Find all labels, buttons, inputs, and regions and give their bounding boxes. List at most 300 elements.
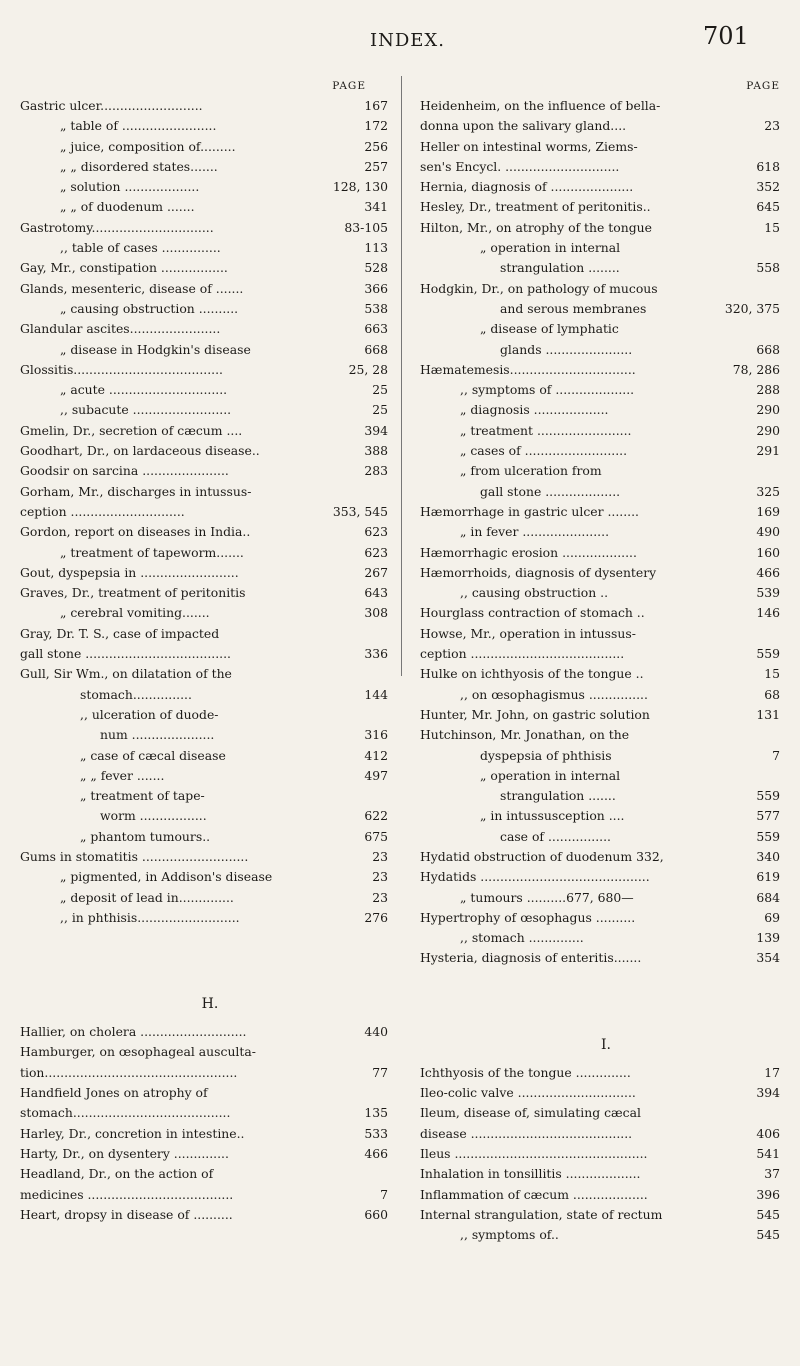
index-entry (420, 258, 792, 278)
entry-text: „ „ fever ....... (80, 767, 165, 783)
index-entry (420, 603, 792, 623)
page-column-label: PAGE (332, 80, 366, 92)
entry-page-ref: 7 (772, 747, 780, 763)
entry-text: Hernia, diagnosis of ..................... (420, 179, 634, 195)
entry-text: Gorham, Mr., discharges in intussus- (20, 483, 252, 499)
index-entry (20, 360, 400, 380)
index-list-h-cont (420, 96, 792, 969)
entry-text: Glandular ascites....................... (20, 321, 221, 337)
entry-page-ref: 559 (756, 646, 780, 662)
entry-page-ref: 618 (756, 158, 780, 174)
index-entry (20, 238, 400, 258)
column-divider (401, 76, 402, 676)
entry-text: „ „ disordered states....... (60, 158, 218, 174)
entry-text: „ treatment ........................ (460, 422, 632, 438)
entry-page-ref: 623 (364, 524, 388, 540)
entry-text: Gordon, report on diseases in India.. (20, 524, 251, 540)
entry-text: Gay, Mr., constipation ................. (20, 260, 228, 276)
entry-page-ref: 325 (756, 483, 780, 499)
page-header (0, 22, 800, 62)
entry-text: Gmelin, Dr., secretion of cæcum .... (20, 422, 243, 438)
entry-text: ,, subacute ......................... (60, 402, 232, 418)
entry-text: Gums in stomatitis ........................... (20, 848, 249, 864)
entry-page-ref: 684 (756, 889, 780, 905)
entry-text: worm ................. (100, 808, 207, 824)
index-entry (420, 1164, 792, 1184)
index-entry (20, 847, 400, 867)
entry-text: Howse, Mr., operation in intussus- (420, 625, 636, 641)
entry-text: Harley, Dr., concretion in intestine.. (20, 1125, 245, 1141)
entry-text: „ cases of .......................... (460, 443, 628, 459)
index-entry (420, 1185, 792, 1205)
entry-text: Heidenheim, on the influence of bella- (420, 98, 661, 113)
entry-text: Hilton, Mr., on atrophy of the tongue (420, 219, 652, 235)
entry-text: „ diagnosis ................... (460, 402, 609, 418)
entry-text: Hourglass contraction of stomach .. (420, 605, 645, 621)
index-entry (420, 563, 792, 583)
index-entry (20, 1022, 400, 1042)
entry-text: glands ...................... (500, 341, 633, 357)
index-entry (20, 400, 400, 420)
entry-text: „ tumours ..........677, 680— (460, 889, 634, 905)
entry-text: Hysteria, diagnosis of enteritis....... (420, 950, 642, 966)
entry-text: Gastrotomy............................... (20, 219, 214, 235)
index-entry (420, 705, 792, 725)
index-entry (420, 746, 792, 766)
index-entry (420, 806, 792, 826)
entry-text: dyspepsia of phthisis (480, 747, 612, 763)
entry-page-ref: 545 (756, 1206, 780, 1222)
index-entry (420, 197, 792, 217)
entry-text: Ichthyosis of the tongue .............. (420, 1064, 631, 1080)
index-entry (420, 786, 792, 806)
entry-page-ref: 23 (764, 118, 780, 134)
index-entry (420, 116, 792, 136)
index-entry (420, 96, 792, 116)
entry-page-ref: 354 (756, 950, 780, 966)
entry-text: Glossitis...................................... (20, 361, 223, 377)
entry-page-ref: 353, 545 (332, 503, 388, 519)
index-entry (420, 238, 792, 258)
entry-text: Goodhart, Dr., on lardaceous disease.. (20, 443, 260, 459)
entry-page-ref: 169 (756, 503, 780, 519)
index-entry (20, 96, 400, 116)
index-entry (420, 461, 792, 481)
entry-page-ref: 172 (364, 118, 388, 134)
index-entry (20, 1124, 400, 1144)
entry-text: „ phantom tumours.. (80, 828, 211, 844)
index-entry (20, 664, 400, 684)
page-number: 701 (703, 22, 749, 50)
index-entry (20, 806, 400, 826)
index-entry (420, 157, 792, 177)
entry-page-ref: 167 (364, 98, 388, 113)
entry-text: „ case of cæcal disease (80, 747, 226, 763)
entry-page-ref: 131 (756, 706, 780, 722)
entry-text: stomach............... (80, 686, 192, 702)
entry-text: Internal strangulation, state of rectum (420, 1206, 663, 1222)
entry-text: Gray, Dr. T. S., case of impacted (20, 625, 220, 641)
entry-page-ref: 17 (764, 1064, 780, 1080)
entry-text: ,, in phthisis.......................... (60, 909, 240, 925)
entry-page-ref: 622 (364, 808, 388, 824)
entry-page-ref: 412 (364, 747, 388, 763)
entry-text: Hydatid obstruction of duodenum 332, (420, 848, 664, 864)
index-entry (420, 1103, 792, 1123)
index-entry (420, 441, 792, 461)
entry-text: donna upon the salivary gland.... (420, 118, 627, 134)
entry-text: „ causing obstruction .......... (60, 300, 239, 316)
index-entry (20, 1185, 400, 1205)
index-entry (420, 400, 792, 420)
index-entry (420, 137, 792, 157)
index-entry (20, 624, 400, 644)
entry-page-ref: 394 (756, 1085, 780, 1101)
entry-text: Gull, Sir Wm., on dilatation of the (20, 666, 232, 682)
index-entry (20, 1063, 400, 1083)
entry-text: Hydatids ........................................... (420, 869, 650, 885)
entry-text: disease ......................................... (420, 1125, 633, 1141)
index-entry (420, 867, 792, 887)
entry-page-ref: 388 (364, 443, 388, 459)
page-column-label: PAGE (746, 80, 780, 92)
entry-text: ception ............................. (20, 503, 185, 519)
entry-text: Gastric ulcer.......................... (20, 98, 203, 113)
entry-page-ref: 539 (756, 585, 780, 601)
entry-text: Hæmorrhoids, diagnosis of dysentery (420, 564, 657, 580)
entry-page-ref: 316 (364, 727, 388, 743)
section-heading-i: I. (601, 1036, 611, 1053)
index-entry (20, 1083, 400, 1103)
entry-text: strangulation ........ (500, 260, 620, 276)
index-entry (420, 948, 792, 968)
entry-page-ref: 113 (364, 240, 388, 256)
entry-text: Hypertrophy of œsophagus .......... (420, 909, 636, 925)
index-entry (20, 563, 400, 583)
index-entry (420, 1205, 792, 1225)
entry-text: Heller on intestinal worms, Ziems- (420, 138, 638, 154)
index-entry (20, 746, 400, 766)
entry-page-ref: 668 (756, 341, 780, 357)
entry-text: strangulation ....... (500, 788, 616, 804)
entry-page-ref: 68 (764, 686, 780, 702)
entry-page-ref: 336 (364, 646, 388, 662)
entry-text: Goodsir on sarcina ...................... (20, 463, 229, 479)
entry-page-ref: 37 (764, 1166, 780, 1182)
entry-text: „ disease in Hodgkin's disease (60, 341, 251, 357)
entry-text: ception ....................................... (420, 646, 625, 662)
index-entry (20, 685, 400, 705)
index-entry (20, 1103, 400, 1123)
index-entry (420, 847, 792, 867)
entry-page-ref: 256 (364, 138, 388, 154)
index-entry (20, 644, 400, 664)
index-entry (420, 908, 792, 928)
entry-text: „ treatment of tapeworm....... (60, 544, 244, 560)
index-entry (20, 725, 400, 745)
entry-page-ref: 394 (364, 422, 388, 438)
index-entry (420, 644, 792, 664)
index-entry (20, 319, 400, 339)
index-list-h (20, 1022, 400, 1225)
entry-page-ref: 308 (364, 605, 388, 621)
entry-page-ref: 320, 375 (724, 300, 780, 316)
entry-page-ref: 7 (380, 1186, 388, 1202)
entry-text: gall stone ..................................... (20, 646, 231, 662)
index-entry (20, 603, 400, 623)
entry-text: „ operation in internal (480, 767, 621, 783)
index-entry (20, 279, 400, 299)
index-entry (420, 360, 792, 380)
index-entry (20, 583, 400, 603)
entry-text: medicines ..................................... (20, 1186, 234, 1202)
index-entry (20, 888, 400, 908)
index-entry (420, 380, 792, 400)
index-entry (20, 137, 400, 157)
index-entry (420, 421, 792, 441)
index-entry (20, 1042, 400, 1062)
entry-text: Graves, Dr., treatment of peritonitis (20, 585, 246, 601)
entry-page-ref: 83-105 (344, 219, 388, 235)
entry-page-ref: 619 (756, 869, 780, 885)
entry-text: stomach........................................ (20, 1105, 231, 1121)
entry-text: Hutchinson, Mr. Jonathan, on the (420, 727, 630, 743)
entry-page-ref: 128, 130 (332, 179, 388, 195)
index-entry (20, 461, 400, 481)
index-entry (420, 725, 792, 745)
index-entry (420, 218, 792, 238)
entry-text: ,, causing obstruction .. (460, 585, 609, 601)
index-entry (20, 1164, 400, 1184)
entry-page-ref: 23 (372, 869, 388, 885)
running-title: INDEX. (370, 30, 445, 51)
index-entry (420, 340, 792, 360)
entry-text: Ileo-colic valve .............................. (420, 1085, 636, 1101)
entry-page-ref: 290 (756, 422, 780, 438)
entry-page-ref: 146 (756, 605, 780, 621)
index-entry (420, 279, 792, 299)
entry-text: Hallier, on cholera ........................... (20, 1024, 247, 1040)
entry-page-ref: 645 (756, 199, 780, 215)
index-entry (20, 177, 400, 197)
entry-text: ,, symptoms of.. (460, 1227, 559, 1243)
entry-page-ref: 78, 286 (732, 361, 780, 377)
entry-page-ref: 276 (364, 909, 388, 925)
entry-page-ref: 69 (764, 909, 780, 925)
entry-text: Gout, dyspepsia in ......................... (20, 564, 239, 580)
index-list-g (20, 96, 400, 928)
entry-page-ref: 160 (756, 544, 780, 560)
index-entry (420, 319, 792, 339)
index-entry (20, 502, 400, 522)
entry-page-ref: 663 (364, 321, 388, 337)
index-entry (20, 380, 400, 400)
entry-text: Inflammation of cæcum ................... (420, 1186, 648, 1202)
index-entry (20, 218, 400, 238)
entry-page-ref: 623 (364, 544, 388, 560)
index-entry (20, 157, 400, 177)
entry-text: Glands, mesenteric, disease of ....... (20, 280, 244, 296)
index-entry (420, 766, 792, 786)
entry-page-ref: 497 (364, 767, 388, 783)
entry-text: Handfield Jones on atrophy of (20, 1085, 208, 1101)
entry-page-ref: 77 (372, 1064, 388, 1080)
entry-page-ref: 533 (364, 1125, 388, 1141)
index-entry (20, 116, 400, 136)
entry-page-ref: 139 (756, 930, 780, 946)
entry-page-ref: 23 (372, 848, 388, 864)
entry-page-ref: 25 (372, 402, 388, 418)
entry-page-ref: 291 (756, 443, 780, 459)
index-entry (420, 543, 792, 563)
entry-text: ,, table of cases ............... (60, 240, 221, 256)
index-entry (20, 867, 400, 887)
entry-text: ,, symptoms of .................... (460, 382, 635, 398)
entry-page-ref: 541 (756, 1145, 780, 1161)
entry-text: „ in fever ...................... (460, 524, 610, 540)
entry-page-ref: 577 (756, 808, 780, 824)
index-entry (20, 522, 400, 542)
entry-text: Ileum, disease of, simulating cæcal (420, 1105, 641, 1121)
entry-text: „ juice, composition of......... (60, 138, 236, 154)
index-entry (420, 685, 792, 705)
entry-page-ref: 366 (364, 280, 388, 296)
entry-page-ref: 267 (364, 564, 388, 580)
entry-text: Hunter, Mr. John, on gastric solution (420, 706, 650, 722)
index-entry (20, 441, 400, 461)
index-entry (420, 299, 792, 319)
entry-text: „ cerebral vomiting....... (60, 605, 210, 621)
entry-text: Harty, Dr., on dysentery .............. (20, 1145, 229, 1161)
entry-text: tion................................................. (20, 1064, 238, 1080)
entry-page-ref: 466 (364, 1145, 388, 1161)
entry-page-ref: 288 (756, 382, 780, 398)
entry-page-ref: 538 (364, 300, 388, 316)
entry-text: Hæmatemesis................................ (420, 361, 636, 377)
index-entry (420, 502, 792, 522)
entry-text: Headland, Dr., on the action of (20, 1166, 214, 1182)
entry-text: „ „ of duodenum ....... (60, 199, 195, 215)
entry-page-ref: 660 (364, 1206, 388, 1222)
index-entry (20, 340, 400, 360)
entry-text: Inhalation in tonsillitis ................... (420, 1166, 641, 1182)
index-entry (20, 421, 400, 441)
index-entry (420, 1124, 792, 1144)
entry-text: „ operation in internal (480, 240, 621, 256)
entry-page-ref: 340 (756, 848, 780, 864)
entry-text: „ solution ................... (60, 179, 200, 195)
entry-text: „ from ulceration from (460, 463, 602, 479)
entry-text: Hulke on ichthyosis of the tongue .. (420, 666, 644, 682)
entry-text: case of ................ (500, 828, 611, 844)
entry-page-ref: 25 (372, 382, 388, 398)
index-entry (420, 624, 792, 644)
index-entry (20, 197, 400, 217)
index-list-i (420, 1063, 792, 1246)
entry-text: Hæmorrhagic erosion ................... (420, 544, 637, 560)
entry-text: „ acute .............................. (60, 382, 228, 398)
entry-page-ref: 668 (364, 341, 388, 357)
index-entry (20, 766, 400, 786)
entry-text: „ deposit of lead in.............. (60, 889, 234, 905)
index-entry (20, 258, 400, 278)
section-heading-h: H. (201, 996, 219, 1013)
entry-page-ref: 545 (756, 1227, 780, 1243)
entry-text: gall stone ................... (480, 483, 621, 499)
index-entry (420, 1063, 792, 1083)
index-entry (420, 928, 792, 948)
index-entry (20, 705, 400, 725)
entry-page-ref: 490 (756, 524, 780, 540)
index-entry (420, 1225, 792, 1245)
entry-text: Hæmorrhage in gastric ulcer ........ (420, 503, 639, 519)
entry-page-ref: 257 (364, 158, 388, 174)
entry-page-ref: 466 (756, 564, 780, 580)
entry-page-ref: 135 (364, 1105, 388, 1121)
index-entry (20, 482, 400, 502)
entry-text: Heart, dropsy in disease of .......... (20, 1206, 233, 1222)
entry-text: num ..................... (100, 727, 215, 743)
entry-text: Ileus ................................................. (420, 1145, 648, 1161)
index-entry (420, 583, 792, 603)
index-entry (420, 664, 792, 684)
entry-page-ref: 283 (364, 463, 388, 479)
entry-page-ref: 559 (756, 788, 780, 804)
entry-text: „ disease of lymphatic (480, 321, 619, 337)
entry-text: ,, ulceration of duode- (80, 706, 219, 722)
entry-page-ref: 25, 28 (348, 361, 388, 377)
index-entry (20, 543, 400, 563)
entry-page-ref: 558 (756, 260, 780, 276)
entry-text: sen's Encycl. ............................. (420, 158, 620, 174)
index-entry (20, 299, 400, 319)
index-entry (420, 888, 792, 908)
entry-text: Hodgkin, Dr., on pathology of mucous (420, 280, 658, 296)
entry-page-ref: 406 (756, 1125, 780, 1141)
index-entry (420, 177, 792, 197)
index-entry (20, 786, 400, 806)
entry-page-ref: 144 (364, 686, 388, 702)
index-entry (20, 1144, 400, 1164)
index-entry (20, 908, 400, 928)
entry-page-ref: 341 (364, 199, 388, 215)
entry-page-ref: 15 (764, 219, 780, 235)
index-entry (420, 827, 792, 847)
entry-text: „ in intussusception .... (480, 808, 625, 824)
entry-page-ref: 352 (756, 179, 780, 195)
entry-page-ref: 23 (372, 889, 388, 905)
left-column (20, 76, 400, 1225)
entry-page-ref: 643 (364, 585, 388, 601)
entry-text: „ treatment of tape- (80, 788, 205, 804)
entry-page-ref: 290 (756, 402, 780, 418)
index-entry (20, 1205, 400, 1225)
entry-page-ref: 15 (764, 666, 780, 682)
entry-page-ref: 440 (364, 1024, 388, 1040)
entry-page-ref: 528 (364, 260, 388, 276)
entry-text: ,, on œsophagismus ............... (460, 686, 648, 702)
right-column (420, 76, 792, 1245)
entry-page-ref: 559 (756, 828, 780, 844)
entry-text: Hamburger, on œsophageal ausculta- (20, 1044, 256, 1060)
entry-text: „ pigmented, in Addison's disease (60, 869, 273, 885)
entry-page-ref: 396 (756, 1186, 780, 1202)
entry-text: and serous membranes (500, 300, 647, 316)
index-entry (420, 522, 792, 542)
index-entry (420, 482, 792, 502)
index-entry (420, 1144, 792, 1164)
entry-text: Hesley, Dr., treatment of peritonitis.. (420, 199, 651, 215)
